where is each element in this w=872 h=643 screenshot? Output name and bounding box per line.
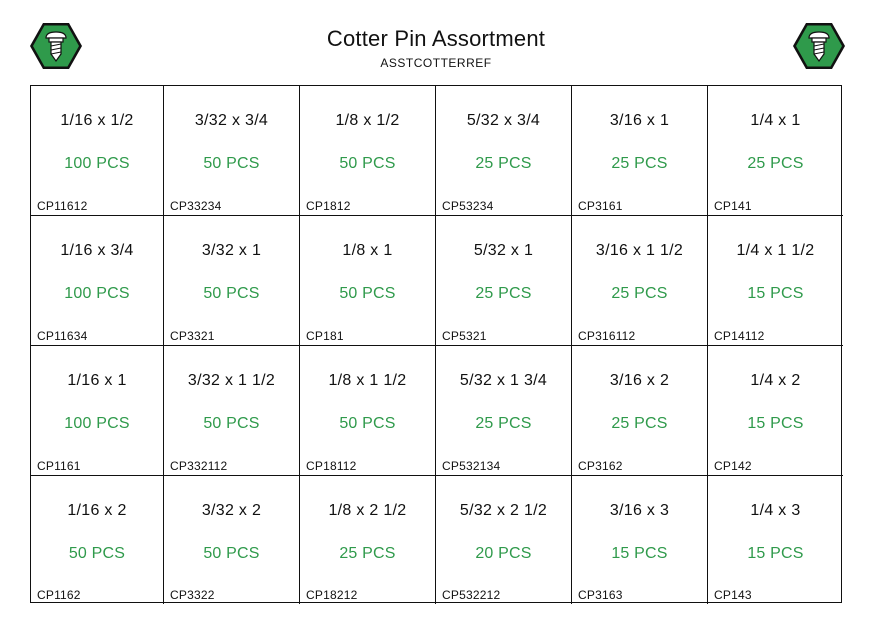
part-code: CP53234 (442, 199, 494, 213)
pin-size: 1/16 x 3/4 (60, 242, 134, 259)
grid-cell (436, 476, 572, 604)
part-code: CP532212 (442, 588, 501, 602)
pin-quantity: 25 PCS (339, 545, 396, 562)
pin-quantity: 25 PCS (611, 285, 668, 302)
grid-cell (300, 346, 436, 476)
part-code: CP33234 (170, 199, 222, 213)
pin-quantity: 25 PCS (475, 155, 532, 172)
pin-size: 1/8 x 2 1/2 (328, 502, 407, 519)
pin-size: 3/16 x 2 (609, 372, 670, 389)
part-code: CP1812 (306, 199, 351, 213)
pin-size: 1/16 x 1/2 (60, 112, 134, 129)
pin-quantity: 25 PCS (611, 415, 668, 432)
grid-cell (31, 476, 164, 604)
part-code: CP1161 (37, 459, 81, 473)
pin-size: 3/32 x 1 1/2 (187, 372, 276, 389)
pin-size: 1/4 x 2 (750, 372, 801, 389)
pin-size: 3/32 x 3/4 (194, 112, 269, 129)
part-code: CP532134 (442, 459, 501, 473)
pin-quantity: 50 PCS (203, 545, 260, 562)
pin-size: 3/16 x 3 (609, 502, 670, 519)
pin-size: 3/32 x 2 (201, 502, 262, 519)
pin-size: 1/16 x 1 (67, 372, 127, 389)
pin-quantity: 50 PCS (203, 155, 260, 172)
part-code: CP11634 (37, 329, 88, 343)
part-code: CP181 (306, 329, 344, 343)
page-title: Cotter Pin Assortment (326, 26, 546, 51)
grid-cell (436, 346, 572, 476)
pin-quantity: 25 PCS (747, 155, 804, 172)
pin-size: 1/8 x 1 1/2 (328, 372, 407, 389)
grid-cell (572, 476, 708, 604)
screw-hexagon-icon (29, 21, 83, 71)
grid-cell (164, 476, 300, 604)
grid-cell (300, 476, 436, 604)
part-code: CP11612 (37, 199, 88, 213)
part-code: CP3322 (170, 588, 215, 602)
pin-quantity: 50 PCS (68, 545, 126, 562)
grid-cell (436, 216, 572, 346)
part-code: CP316112 (578, 329, 636, 343)
grid-cell (436, 86, 572, 216)
pin-quantity: 50 PCS (339, 415, 396, 432)
part-code: CP18112 (306, 459, 357, 473)
part-code: CP3163 (578, 588, 623, 602)
grid-cell (572, 346, 708, 476)
pin-size: 3/16 x 1 1/2 (595, 242, 684, 259)
grid-cell (708, 216, 843, 346)
pin-size: 1/8 x 1/2 (335, 112, 400, 129)
grid-cell (572, 86, 708, 216)
pin-quantity: 100 PCS (64, 285, 130, 302)
grid-cell (708, 476, 843, 604)
pin-quantity: 15 PCS (747, 415, 804, 432)
grid-cell (164, 86, 300, 216)
header (236, 26, 636, 70)
pin-quantity: 50 PCS (203, 285, 260, 302)
pin-size: 1/4 x 1 1/2 (736, 242, 815, 259)
pin-size: 5/32 x 3/4 (466, 112, 541, 129)
part-code: CP143 (714, 588, 752, 602)
part-code: CP18212 (306, 588, 358, 602)
grid-cell (164, 216, 300, 346)
pin-quantity: 20 PCS (475, 545, 532, 562)
pin-size: 1/4 x 3 (750, 502, 801, 519)
page-subtitle: ASSTCOTTERREF (380, 56, 492, 70)
pin-quantity: 100 PCS (64, 415, 130, 432)
pin-size: 1/16 x 2 (67, 502, 127, 519)
pin-quantity: 15 PCS (747, 285, 804, 302)
part-code: CP3161 (578, 199, 623, 213)
grid-cell (31, 216, 164, 346)
pin-size: 1/8 x 1 (342, 242, 393, 259)
pin-quantity: 25 PCS (475, 285, 532, 302)
pin-size: 3/32 x 1 (201, 242, 262, 259)
screw-hexagon-icon (792, 21, 846, 71)
grid-cell (300, 86, 436, 216)
pin-quantity: 50 PCS (339, 155, 396, 172)
pin-quantity: 100 PCS (64, 155, 130, 172)
grid-cell (708, 86, 843, 216)
pin-size: 5/32 x 2 1/2 (459, 502, 548, 519)
pin-quantity: 15 PCS (611, 545, 668, 562)
pin-quantity: 50 PCS (203, 415, 260, 432)
grid-cell (31, 86, 164, 216)
pin-quantity: 50 PCS (339, 285, 396, 302)
pin-quantity: 15 PCS (747, 545, 804, 562)
grid-cell (572, 216, 708, 346)
part-code: CP332112 (170, 459, 228, 473)
pin-quantity: 25 PCS (475, 415, 532, 432)
part-code: CP5321 (442, 329, 487, 343)
grid-cell (31, 346, 164, 476)
part-code: CP1162 (37, 588, 81, 602)
pin-size: 5/32 x 1 (473, 242, 534, 259)
pin-size: 3/16 x 1 (609, 112, 670, 129)
grid-cell (300, 216, 436, 346)
pin-size: 5/32 x 1 3/4 (459, 372, 548, 389)
grid-cell (164, 346, 300, 476)
assortment-grid (30, 85, 842, 603)
pin-size: 1/4 x 1 (750, 112, 801, 129)
grid-cell (708, 346, 843, 476)
part-code: CP14112 (714, 329, 765, 343)
part-code: CP141 (714, 199, 752, 213)
part-code: CP3162 (578, 459, 623, 473)
part-code: CP3321 (170, 329, 215, 343)
pin-quantity: 25 PCS (611, 155, 668, 172)
part-code: CP142 (714, 459, 752, 473)
